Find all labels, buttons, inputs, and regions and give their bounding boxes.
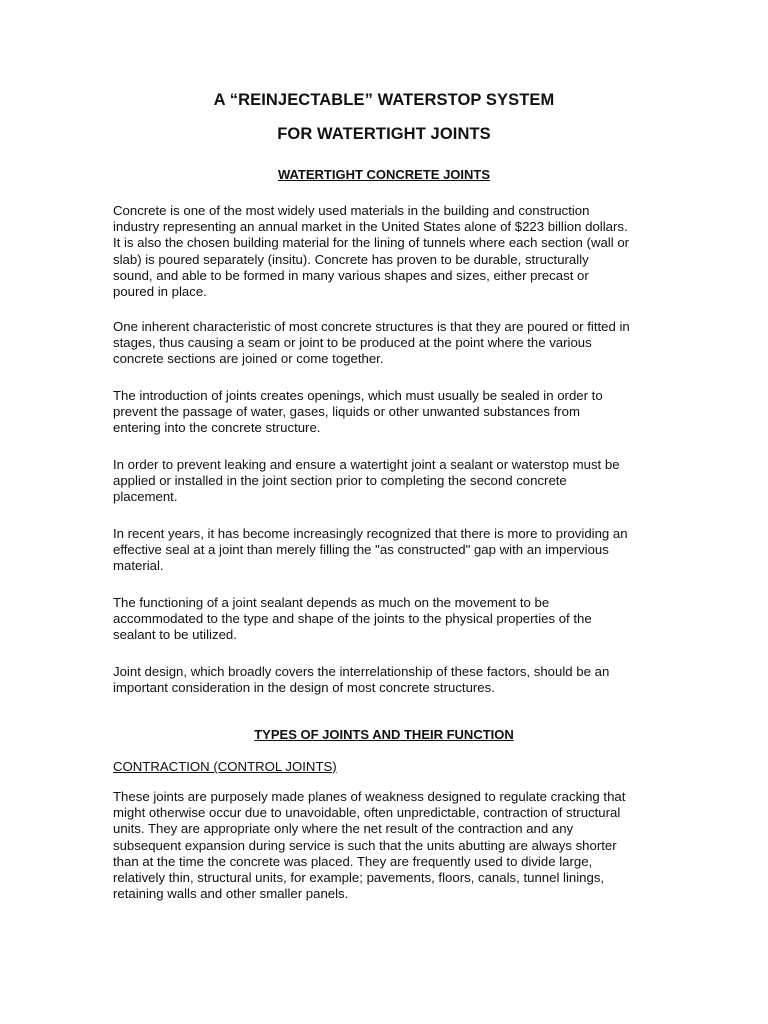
text-line: industry representing an annual market in the United States alone of $223 billion dollars. (113, 219, 628, 235)
paragraph-sealant-function (113, 595, 673, 644)
document-title: A “REINJECTABLE” WATERSTOP SYSTEM (213, 91, 555, 109)
text-line: In recent years, it has become increasingly recognized that there is more to providing an (113, 526, 628, 541)
text-line: It is also the chosen building material for the lining of tunnels where each section (wall or (113, 235, 630, 251)
text-line: relatively thin, structural units, for example; pavements, floors, canals, tunnel linings, (113, 870, 605, 886)
text-line: In order to prevent leaking and ensure a watertight joint a sealant or waterstop must be (113, 457, 620, 472)
text-line: retaining walls and other smaller panels. (113, 886, 349, 902)
text-line: important consideration in the design of most concrete structures. (113, 680, 495, 696)
text-line: prevent the passage of water, gases, liquids or other unwanted substances from (113, 404, 580, 420)
paragraph-poured-in-stages (113, 319, 673, 368)
section-heading-watertight-joints: WATERTIGHT CONCRETE JOINTS (277, 167, 491, 182)
subsection-heading-contraction: CONTRACTION (CONTROL JOINTS) (113, 759, 337, 774)
text-line: applied or installed in the joint section prior to completing the second concrete (113, 473, 567, 489)
text-line: subsequent expansion during service is such that the units abutting are always shorter (113, 837, 617, 853)
text-line: Joint design, which broadly covers the interrelationship of these factors, should be an (113, 664, 610, 679)
paragraph-concrete-usage (113, 203, 673, 300)
text-line: than at the time the concrete was placed. They are frequently used to divide large, (113, 853, 593, 869)
text-line: sealant to be utilized. (113, 627, 237, 643)
text-line: effective seal at a joint than merely filling the "as constructed" gap with an impervious (113, 542, 609, 558)
text-line: accommodated to the type and shape of the joints to the physical properties of the (113, 611, 592, 627)
section-heading-types-of-joints: TYPES OF JOINTS AND THEIR FUNCTION (254, 727, 514, 742)
text-line: material. (113, 558, 164, 574)
text-line: slab) is poured separately (insitu). Concrete has proven to be durable, structurally (113, 251, 589, 267)
document-subtitle: FOR WATERTIGHT JOINTS (277, 125, 491, 143)
paragraph-effective-seal (113, 526, 673, 575)
paragraph-prevent-leaking (113, 457, 673, 506)
text-line: stages, thus causing a seam or joint to be produced at the point where the various (113, 335, 592, 351)
text-line: The functioning of a joint sealant depends as much on the movement to be (113, 595, 550, 610)
paragraph-contraction-joints (113, 789, 673, 902)
text-line: entering into the concrete structure. (113, 420, 321, 436)
text-line: placement. (113, 489, 178, 505)
paragraph-joint-openings (113, 388, 673, 437)
text-line: One inherent characteristic of most concrete structures is that they are poured or fitted in (113, 319, 630, 334)
text-line: might otherwise occur due to unavoidable, often unpredictable, contraction of structural (113, 805, 621, 821)
text-line: Concrete is one of the most widely used materials in the building and construction (113, 203, 590, 218)
text-line: units. They are appropriate only where the net result of the contraction and any (113, 821, 574, 837)
text-line: These joints are purposely made planes of weakness designed to regulate cracking that (113, 789, 626, 804)
text-line: The introduction of joints creates openings, which must usually be sealed in order to (113, 388, 603, 403)
text-line: sound, and able to be formed in many various shapes and sizes, either precast or (113, 267, 589, 283)
text-line: concrete sections are joined or come together. (113, 351, 384, 367)
paragraph-joint-design (113, 664, 673, 696)
text-line: poured in place. (113, 284, 207, 300)
